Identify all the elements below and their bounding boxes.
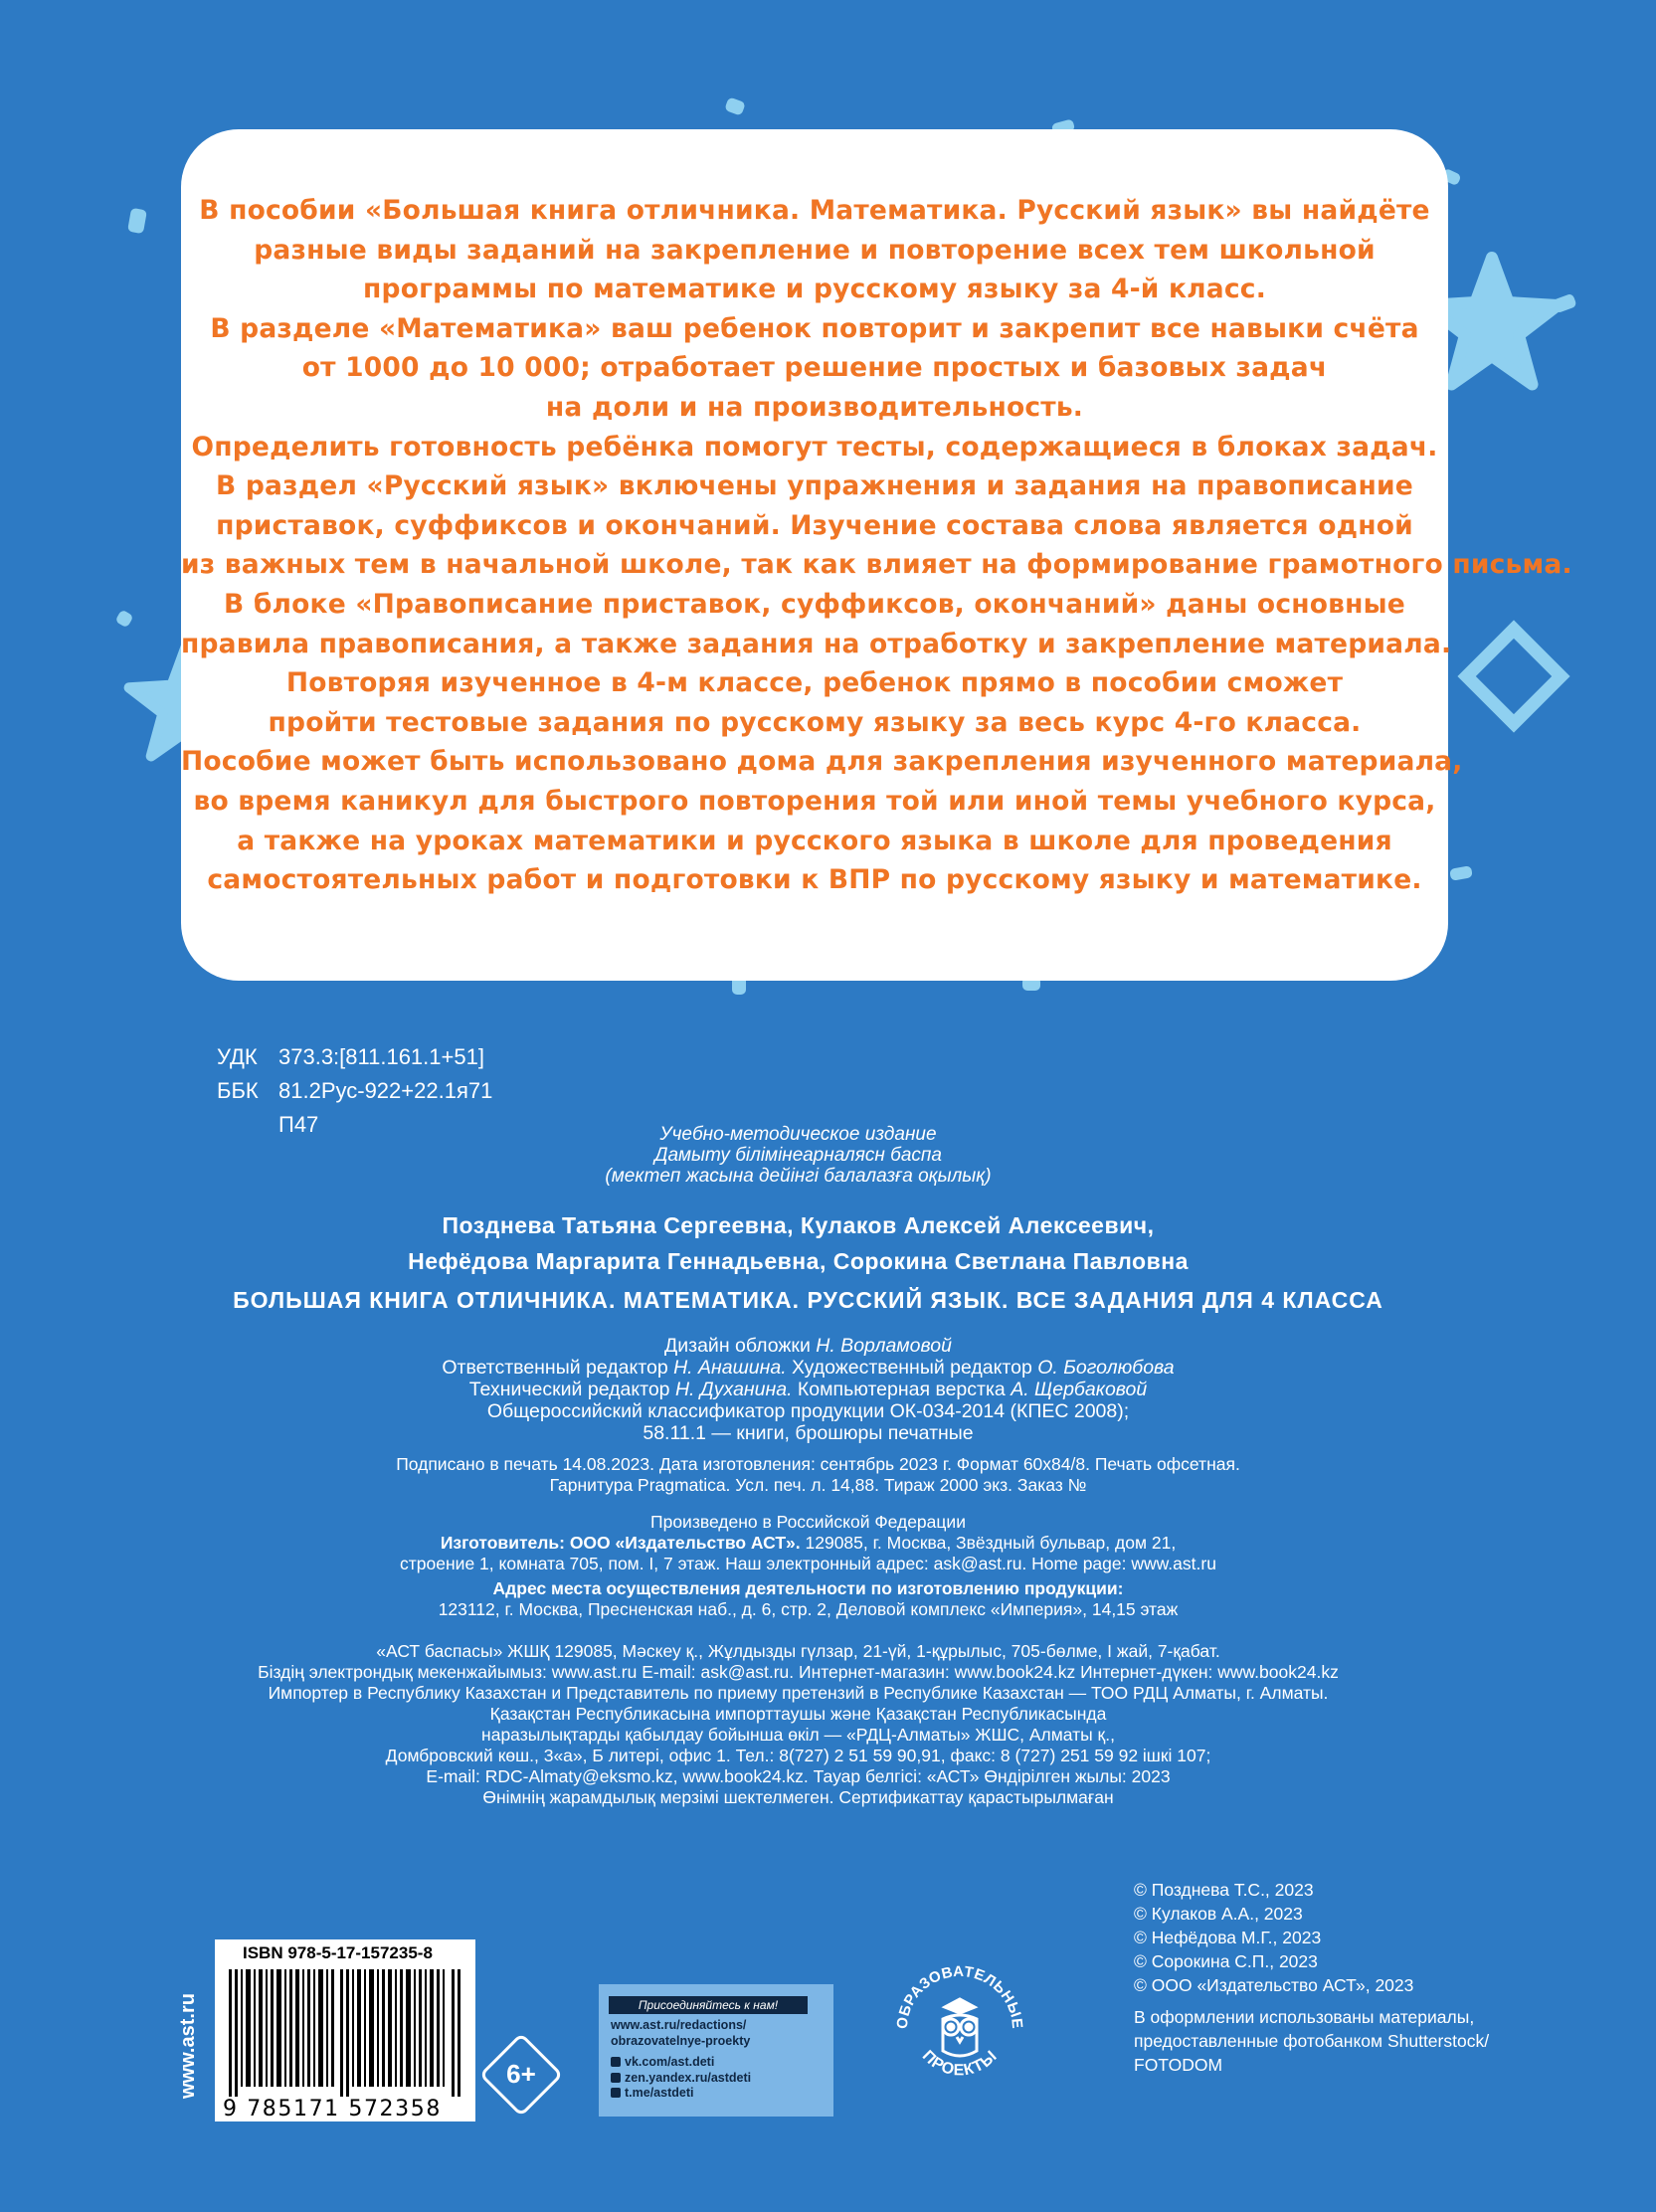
description-line: приставок, суффиксов и окончаний. Изучение состава слова является одной <box>216 509 1413 541</box>
credit-label: Ответственный редактор <box>442 1357 668 1379</box>
authors-line: Нефёдова Маргарита Геннадьевна, Сорокина Светлана Павловна <box>408 1248 1189 1274</box>
telegram-icon <box>611 2088 621 2098</box>
description-line: самостоятельных работ и подготовки к ВПР по русскому языку и математике. <box>207 864 1422 896</box>
credit-label: Технический редактор <box>468 1379 670 1400</box>
credit-name: Н. Духанина. <box>674 1379 793 1400</box>
classifier-line: 58.11.1 — книги, брошюры печатные <box>643 1422 974 1444</box>
address-line: 123112, г. Москва, Пресненская наб., д. 6, стр. 2, Деловой комплекс «Империя», 14,15 этаж <box>438 1599 1179 1619</box>
print-line: Гарнитура Pragmatica. Усл. печ. л. 14,88. Тираж 2000 экз. Заказ № <box>549 1475 1087 1495</box>
copyright-line: © ООО «Издательство АСТ», 2023 <box>1134 1975 1414 1995</box>
edition-line: Дамыту білімінеарналяcн баспа <box>654 1145 942 1166</box>
maker-line: строение 1, комната 705, пом. I, 7 этаж. Наш электронный адрес: ask@ast.ru. Home page: www.ast.ru <box>400 1554 1216 1573</box>
copyright-line: © Кулаков А.А., 2023 <box>1134 1904 1303 1924</box>
address-heading: Адрес места осуществления деятельности по изготовлению продукции: <box>492 1578 1124 1598</box>
kz-line: Домбровский көш., 3«а», Б литері, офис 1. Тел.: 8(727) 2 51 59 90,91, факс: 8 (727) 251 59 92 ішкі 107; <box>385 1746 1211 1765</box>
credits <box>0 1335 1636 1444</box>
kz-line: Өнімнің жарамдылық мерзімі шектелмеген. Сертификаттау қарастырылмаған <box>482 1787 1114 1807</box>
svg-text:ОБРАЗОВАТЕЛЬНЫЕ <box>894 1963 1025 2030</box>
social-link[interactable]: t.me/astdeti <box>625 2086 694 2100</box>
logo-text-bottom: ПРОЕКТЫ <box>918 2047 1002 2080</box>
udk-value: 373.3:[811.161.1+51] <box>278 1044 484 1069</box>
social-heading: Присоединяйтесь к нам! <box>609 1996 808 2014</box>
description-line: разные виды заданий на закрепление и повторение всех тем школьной <box>254 234 1376 266</box>
social-links-box <box>599 1984 833 2117</box>
diamond-decor <box>1457 620 1569 732</box>
site-url-vertical: www.ast.ru <box>177 1993 199 2099</box>
author-mark: П47 <box>278 1112 319 1137</box>
vk-icon <box>611 2057 621 2067</box>
copyright-line: © Сорокина С.П., 2023 <box>1134 1951 1318 1971</box>
description-line: Определить готовность ребёнка помогут тесты, содержащиеся в блоках задач. <box>191 431 1438 462</box>
producer-info <box>0 1512 1636 1620</box>
credit-name: О. Боголюбова <box>1037 1357 1175 1379</box>
owl-icon <box>943 1999 977 2056</box>
bbk-label: ББК <box>217 1078 259 1103</box>
social-link[interactable]: obrazovatelnye-proekty <box>611 2033 751 2048</box>
credit-name: Н. Анашина. <box>673 1357 787 1379</box>
maker-address: 129085, г. Москва, Звёздный бульвар, дом 21, <box>805 1533 1177 1553</box>
decor-blob <box>114 609 133 628</box>
description-line: В раздел «Русский язык» включены упражнения и задания на правописание <box>216 470 1413 502</box>
photo-credit: FOTODOM <box>1134 2055 1223 2075</box>
kz-line: Қазақстан Республикасына импорттаушы және Қазақстан Республикасында <box>489 1704 1107 1724</box>
credit-label: Компьютерная верстка <box>797 1379 1006 1400</box>
kz-line: Біздің электрондық мекенжайымыз: www.ast.ru E-mail: ask@ast.ru. Интернет-магазин: www.book24.kz Интернет-дүкен: www.book24.kz <box>258 1662 1339 1682</box>
decor-blob <box>1449 865 1473 881</box>
description-line: В разделе «Математика» ваш ребенок повторит и закрепит все навыки счёта <box>210 312 1419 344</box>
kz-line: Импортер в Республику Казахстан и Представитель по приему претензий в Республике Казахстан — ТОО РДЦ Алматы, г. Алматы. <box>268 1683 1329 1703</box>
barcode-icon <box>229 1969 461 2097</box>
classifier-line: Общероссийский классификатор продукции ОК-034-2014 (КПЕС 2008); <box>486 1400 1130 1422</box>
description-line: на доли и на производительность. <box>545 391 1084 423</box>
authors <box>0 1207 1626 1279</box>
photo-credit: В оформлении использованы материалы, <box>1134 2007 1475 2027</box>
isbn-barcode <box>215 1939 475 2121</box>
isbn-digits: 9 785171 572358 <box>223 2097 442 2121</box>
social-link[interactable]: zen.yandex.ru/astdeti <box>625 2070 752 2085</box>
credit-name: А. Щербаковой <box>1011 1379 1148 1400</box>
description-card <box>181 129 1572 981</box>
kz-line: «АСТ баспасы» ЖШҚ 129085, Мәскеу қ., Жұлдызды гүлзар, 21-үй, 1-құрылыс, 705-бөлме, I жай, 7-қабат. <box>376 1641 1220 1661</box>
svg-text:ПРОЕКТЫ <box>919 2047 1001 2079</box>
print-info <box>0 1454 1646 1496</box>
age-rating: 6+ <box>506 2059 536 2089</box>
description-line: Повторяя изученное в 4-м классе, ребенок прямо в пособии сможет <box>285 667 1344 699</box>
social-link[interactable]: vk.com/ast.deti <box>625 2055 715 2069</box>
kz-line: E-mail: RDC-Almaty@eksmo.kz, www.book24.kz. Тауар белгісі: «АСТ» Өндірілген жылы: 2023 <box>426 1766 1171 1786</box>
book-title: БОЛЬШАЯ КНИГА ОТЛИЧНИКА. МАТЕМАТИКА. РУССКИЙ ЯЗЫК. ВСЕ ЗАДАНИЯ ДЛЯ 4 КЛАССА <box>233 1287 1383 1313</box>
maker-label: Изготовитель: ООО «Издательство АСТ». <box>440 1533 801 1553</box>
copyright-line: © Нефёдова М.Г., 2023 <box>1134 1928 1322 1947</box>
description-line: правила правописания, а также задания на отработку и закрепление материала. <box>181 628 1452 659</box>
description-line: а также на уроках математики и русского языка в школе для проведения <box>237 825 1392 856</box>
print-line: Подписано в печать 14.08.2023. Дата изготовления: сентябрь 2023 г. Формат 60x84/8. Печать офсетная. <box>396 1454 1240 1474</box>
bbk-value: 81.2Рус-922+22.1я71 <box>278 1078 493 1103</box>
kz-line: наразылықтарды қабылдау бойынша өкіл — «РДЦ-Алматы» ЖШС, Алматы қ., <box>481 1725 1115 1745</box>
credit-label: Дизайн обложки <box>664 1335 811 1357</box>
isbn-label: ISBN 978-5-17-157235-8 <box>243 1943 433 1962</box>
photo-credit: предоставленные фотобанком Shutterstock/ <box>1134 2031 1490 2051</box>
edition-type <box>0 1124 1626 1187</box>
description-line: Пособие может быть использовано дома для закрепления изученного материала, <box>181 746 1463 778</box>
udk-label: УДК <box>217 1044 258 1069</box>
description-line: В пособии «Большая книга отличника. Математика. Русский язык» вы найдёте <box>199 195 1430 226</box>
made-in: Произведено в Российской Федерации <box>650 1512 966 1532</box>
educational-projects-logo <box>885 1949 1034 2109</box>
logo-text-top: ОБРАЗОВАТЕЛЬНЫЕ <box>893 1962 1026 2030</box>
description-line: пройти тестовые задания по русскому языку за весь курс 4-го класса. <box>268 706 1362 738</box>
kz-info <box>0 1641 1626 1808</box>
description-line: В блоке «Правописание приставок, суффиксов, окончаний» даны основные <box>224 588 1405 620</box>
description-line: во время каникул для быстрого повторения той или иной темы учебного курса, <box>193 785 1436 817</box>
authors-line: Позднева Татьяна Сергеевна, Кулаков Алексей Алексеевич, <box>442 1212 1155 1238</box>
edition-line: (мектеп жасына дейінгі балалазға оқылық) <box>605 1166 992 1187</box>
edition-line: Учебно-методическое издание <box>659 1124 937 1145</box>
decor-blob <box>724 96 746 115</box>
credit-name: Н. Ворламовой <box>816 1335 952 1357</box>
social-link[interactable]: www.ast.ru/redactions/ <box>611 2018 747 2032</box>
description-line: программы по математике и русскому языку за 4-й класс. <box>363 274 1266 305</box>
copyright-line: © Позднева Т.С., 2023 <box>1134 1880 1314 1900</box>
credit-label: Художественный редактор <box>792 1357 1032 1379</box>
description-line: из важных тем в начальной школе, так как влияет на формирование грамотного письма. <box>181 549 1572 581</box>
copyright-block <box>1134 1878 1489 2077</box>
zen-icon <box>611 2073 621 2083</box>
description-line: от 1000 до 10 000; отработает решение простых и базовых задач <box>301 352 1328 384</box>
description-text <box>181 191 1572 900</box>
decor-blob <box>127 208 147 234</box>
